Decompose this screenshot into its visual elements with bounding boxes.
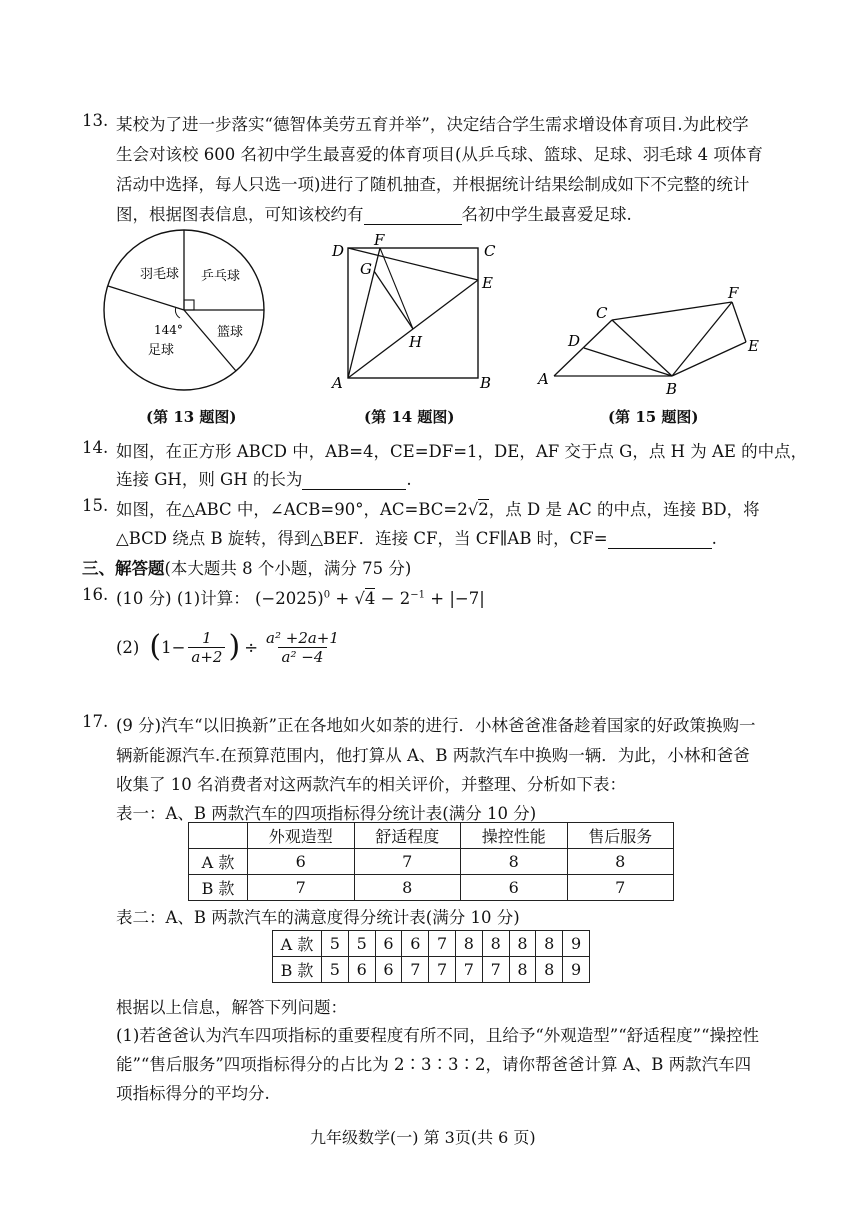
table-cell: A 款: [273, 931, 322, 957]
q16-exponent-zero: 0: [323, 589, 331, 601]
table-header-cell: 售后服务: [567, 823, 674, 849]
q16-abs-arg: −7: [454, 589, 480, 608]
section-3-title: 三、解答题: [82, 559, 165, 578]
table-cell: 7: [354, 849, 461, 875]
section-3-note: (本大题共 8 个小题，满分 75 分): [164, 559, 412, 578]
q13-line-3: 活动中选择，每人只选一项)进行了随机抽查，并根据统计结果绘制成如下不完整的统计: [116, 175, 750, 194]
question-13-number: 13.: [82, 111, 109, 130]
table-cell: 8: [455, 931, 482, 957]
fig13-label-basketball: 篮球: [217, 325, 244, 340]
q17-table-1-title: 表一：A、B 两款汽车的四项指标得分统计表(满分 10 分): [116, 804, 537, 823]
fig13-right-angle-mark: [184, 300, 194, 310]
q15-sqrt: [468, 500, 489, 519]
fig15-segment-cb: [612, 320, 672, 376]
q17-line-1: (9 分)汽车“以旧换新”正在各地如火如荼的进行．小林爸爸准备趁着国家的好政策换购一: [116, 716, 756, 735]
fig14-square-figure: [324, 228, 504, 398]
q16-plus-2: +: [430, 589, 445, 608]
table-cell: B 款: [273, 957, 322, 983]
table-cell: 6: [248, 849, 355, 875]
table-header-cell: 舒适程度: [354, 823, 461, 849]
table-cell: 7: [248, 875, 355, 901]
fig15-point-d: D: [568, 332, 581, 350]
q15-line-1: [116, 496, 760, 520]
q13-line-4-pre: 图，根据图表信息，可知该校约有: [116, 205, 364, 224]
q17-table-1: [188, 822, 674, 901]
q14-line-2: [116, 466, 412, 490]
table-cell: A 款: [189, 849, 248, 875]
q16-fraction-2: [262, 629, 343, 666]
q14-line-2-post: .: [406, 470, 412, 489]
table-cell: 9: [563, 957, 590, 983]
q16-part-1-expression: [255, 589, 485, 608]
q15-line-2-post: .: [711, 529, 717, 548]
q14-answer-blank[interactable]: [302, 471, 406, 490]
table-row: [189, 875, 674, 901]
table-cell: 7: [402, 957, 429, 983]
q17-table-2: [272, 930, 590, 983]
q13-line-1: 某校为了进一步落实“德智体美劳五育并举”，决定结合学生需求增设体育项目.为此校学: [116, 115, 749, 134]
table-cell: 7: [482, 957, 509, 983]
table-cell: 7: [455, 957, 482, 983]
q16-abs-value: |−7|: [449, 589, 485, 608]
q16-part-1: [116, 585, 485, 609]
table-header-row: [189, 823, 674, 849]
q17-prompt: 根据以上信息，解答下列问题：: [116, 998, 347, 1017]
question-17-number: 17.: [82, 712, 109, 731]
table-cell: 6: [402, 931, 429, 957]
q16-fraction-1: [188, 629, 225, 666]
q16-term-power: (−2025): [254, 589, 324, 608]
fig14-point-d: D: [332, 242, 345, 260]
fig14-point-e: E: [482, 274, 493, 292]
q17-sub1-line-1: (1)若爸爸认为汽车四项指标的重要程度有所不同，且给予“外观造型”“舒适程度”“操控性: [116, 1026, 760, 1045]
q16-fraction-2-numerator: a² +2a+1: [266, 628, 339, 647]
table-cell: B 款: [189, 875, 248, 901]
table-row: [189, 849, 674, 875]
table-header-cell: [189, 823, 248, 849]
q14-line-1: 如图，在正方形 ABCD 中，AB=4，CE=DF=1，DE，AF 交于点 G，点 H 为 AE 的中点，: [116, 442, 808, 461]
table-cell: 5: [322, 931, 349, 957]
table-cell: 6: [461, 875, 568, 901]
question-14-number: 14.: [82, 438, 109, 457]
table-cell: 8: [536, 957, 563, 983]
fig15-triangle-figure: [534, 280, 774, 398]
divide-sign: ÷: [244, 637, 259, 657]
table-cell: 7: [567, 875, 674, 901]
table-row: [273, 931, 590, 957]
table-cell: 6: [348, 957, 375, 983]
fig14-caption: (第 14 题图): [364, 408, 455, 426]
q15-sqrt-arg: 2: [478, 500, 489, 519]
fig14-point-b: B: [480, 374, 492, 392]
q15-answer-blank[interactable]: [608, 530, 712, 549]
fig15-segment-db: [584, 348, 672, 376]
table-cell: 5: [348, 931, 375, 957]
fig14-point-a: A: [332, 374, 343, 392]
fig15-segment-bf: [672, 302, 732, 376]
fig13-caption: (第 13 题图): [146, 408, 237, 426]
table-row: [273, 957, 590, 983]
q16-plus-1: +: [335, 589, 350, 608]
q17-line-3: 收集了 10 名消费者对这两款汽车的相关评价，并整理、分析如下表：: [116, 775, 626, 794]
table-cell: 8: [354, 875, 461, 901]
q17-sub1-line-3: 项指标得分的平均分.: [116, 1084, 270, 1103]
fig13-label-angle: 144°: [154, 323, 183, 337]
q15-line-1-pre: 如图，在△ABC 中，∠ACB=90°，AC=BC=2: [116, 500, 468, 519]
fig13-label-pingpong: 乒乓球: [201, 269, 241, 284]
table-cell: 8: [509, 931, 536, 957]
fig15-segment-be: [672, 342, 746, 376]
section-3-heading: [82, 555, 411, 579]
q16-one-minus: 1−: [161, 637, 186, 657]
fig15-point-e: E: [748, 337, 759, 355]
fig14-point-h: H: [409, 333, 423, 351]
q17-table-2-title: 表二：A、B 两款汽车的满意度得分统计表(满分 10 分): [116, 908, 520, 927]
q16-part-2-label: (2): [116, 637, 140, 657]
open-paren: (: [149, 629, 162, 664]
q13-answer-blank[interactable]: [364, 206, 462, 225]
fig15-point-f: F: [728, 284, 739, 302]
fig15-caption: (第 15 题图): [608, 408, 699, 426]
q13-line-4: [116, 201, 632, 225]
table-cell: 8: [482, 931, 509, 957]
fig15-segment-ac: [554, 320, 612, 376]
q15-line-2-pre: △BCD 绕点 B 旋转，得到△BEF．连接 CF，当 CF∥AB 时，CF=: [116, 529, 608, 548]
question-15-number: 15.: [82, 496, 109, 515]
q16-fraction-1-denominator: a+2: [188, 647, 225, 666]
table-cell: 8: [461, 849, 568, 875]
q13-line-4-post: 名初中学生最喜爱足球.: [461, 205, 632, 224]
q16-minus-two: − 2: [380, 589, 411, 608]
fig13-pie-chart: [100, 228, 272, 396]
fig15-segment-fe: [732, 302, 746, 342]
question-16-number: 16.: [82, 585, 109, 604]
q16-fraction-1-numerator: 1: [202, 628, 212, 647]
q16-exponent-neg-one: −1: [410, 589, 425, 601]
q13-line-2: 生会对该校 600 名初中学生最喜爱的体育项目(从乒乓球、篮球、足球、羽毛球 4 项体育: [116, 145, 763, 164]
table-cell: 6: [375, 931, 402, 957]
fig14-point-g: G: [360, 260, 372, 278]
fig14-point-c: C: [484, 242, 496, 260]
fig15-point-c: C: [596, 304, 608, 322]
fig15-point-a: A: [538, 370, 549, 388]
fig13-label-badminton: 羽毛球: [140, 267, 180, 282]
table-cell: 5: [322, 957, 349, 983]
table-cell: 7: [429, 931, 456, 957]
q17-sub1-line-2: 能”“售后服务”四项指标得分的占比为 2∶3∶3∶2，请你帮爸爸计算 A、B 两款汽车四: [116, 1055, 752, 1074]
table-header-cell: 操控性能: [461, 823, 568, 849]
table-cell: 6: [375, 957, 402, 983]
table-cell: 8: [567, 849, 674, 875]
table-header-cell: 外观造型: [248, 823, 355, 849]
q15-line-1-post: ，点 D 是 AC 的中点，连接 BD，将: [488, 500, 760, 519]
sqrt-sign-icon: √: [467, 500, 479, 519]
sqrt-sign-icon: √: [354, 589, 365, 608]
q16-part-1-label: (10 分) (1)计算：: [116, 589, 250, 608]
close-paren: ): [228, 629, 241, 664]
fig13-label-football: 足球: [148, 343, 175, 358]
q16-fraction-2-denominator: a² −4: [278, 647, 328, 666]
table-cell: 9: [563, 931, 590, 957]
fig15-point-b: B: [666, 380, 678, 398]
fig13-radius-left: [108, 286, 184, 310]
q16-sqrt-arg: 4: [364, 589, 376, 608]
table-cell: 7: [429, 957, 456, 983]
table-cell: 8: [536, 931, 563, 957]
fig15-segment-cf: [612, 302, 732, 320]
fig14-point-f: F: [374, 231, 385, 249]
fig13-radius-bottom: [184, 310, 236, 371]
table-cell: 8: [509, 957, 536, 983]
page-footer: 九年级数学(一) 第 3页(共 6 页): [310, 1128, 536, 1147]
q15-line-2: [116, 525, 717, 549]
q17-line-2: 辆新能源汽车.在预算范围内，他打算从 A、B 两款汽车中换购一辆．为此，小林和爸爸: [116, 746, 750, 765]
q14-line-2-pre: 连接 GH，则 GH 的长为: [116, 470, 303, 489]
q16-part-2: [116, 622, 343, 672]
